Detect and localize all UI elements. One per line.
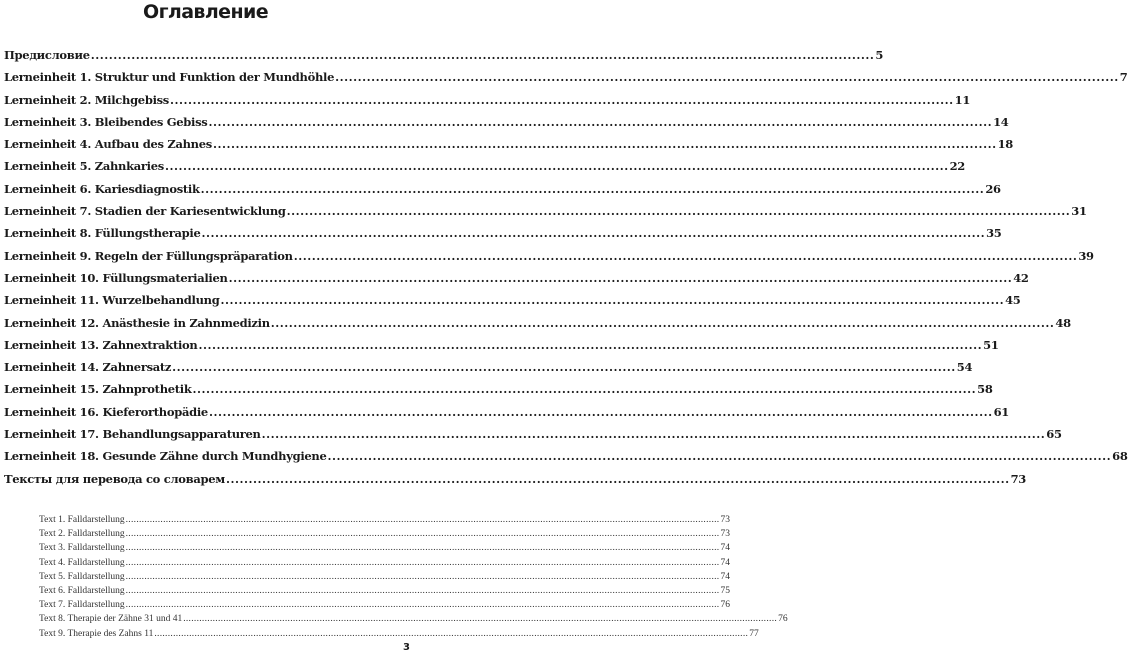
dot-leader xyxy=(170,93,954,107)
page-title: Оглавление xyxy=(143,1,268,23)
dot-leader xyxy=(126,600,720,610)
toc-entry[interactable] xyxy=(4,471,1026,494)
toc-list xyxy=(4,48,1128,494)
toc-entry[interactable] xyxy=(4,48,884,70)
dot-leader xyxy=(208,115,992,129)
toc-entry-label: Lerneinheit 16. Kieferorthopädie xyxy=(4,404,208,419)
toc-entry[interactable] xyxy=(4,382,993,404)
toc-entry-label: Lerneinheit 8. Füllungstherapie xyxy=(4,226,201,241)
toc-entry-page: 61 xyxy=(993,404,1009,419)
dot-leader xyxy=(165,159,949,173)
toc-entry-label: Lerneinheit 15. Zahnprothetik xyxy=(4,382,192,397)
toc-entry[interactable] xyxy=(4,204,1087,226)
dot-leader xyxy=(193,382,977,396)
toc-subentry[interactable] xyxy=(39,543,730,557)
toc-subentry-label: Text 9. Therapie des Zahns 11 xyxy=(39,628,154,639)
toc-entry-label: Lerneinheit 12. Anästhesie in Zahnmedizin xyxy=(4,315,270,330)
toc-entry-label: Lerneinheit 2. Milchgebiss xyxy=(4,92,169,107)
toc-subentry-label: Text 1. Falldarstellung xyxy=(39,515,125,525)
toc-entry-page: 7 xyxy=(1119,70,1128,85)
dot-leader xyxy=(126,558,720,568)
toc-entry-page: 48 xyxy=(1055,315,1071,330)
toc-subentry[interactable] xyxy=(39,571,730,586)
toc-subentry-label: Text 3. Falldarstellung xyxy=(39,543,125,554)
toc-entry[interactable] xyxy=(4,315,1071,338)
dot-leader xyxy=(229,271,1013,285)
toc-entry-page: 73 xyxy=(1010,471,1026,486)
toc-entry-label: Lerneinheit 17. Behandlungsapparaturen xyxy=(4,427,261,442)
toc-entry[interactable] xyxy=(4,360,973,382)
toc-entry-page: 39 xyxy=(1078,248,1094,263)
toc-entry[interactable] xyxy=(4,248,1094,271)
toc-subentry-label: Text 5. Falldarstellung xyxy=(39,571,125,582)
dot-leader xyxy=(209,405,993,419)
dot-leader xyxy=(220,293,1004,307)
toc-entry[interactable] xyxy=(4,92,971,115)
toc-entry-label: Lerneinheit 7. Stadien der Kariesentwicklung xyxy=(4,204,286,219)
toc-entry-page: 5 xyxy=(875,48,884,62)
toc-entry-page: 45 xyxy=(1005,293,1021,308)
toc-subentry-label: Text 7. Falldarstellung xyxy=(39,600,125,611)
toc-entry-label: Тексты для перевода со словарем xyxy=(4,471,225,486)
toc-entry[interactable] xyxy=(4,70,1128,92)
toc-entry[interactable] xyxy=(4,181,1001,204)
toc-entry-page: 14 xyxy=(993,114,1009,129)
toc-entry-page: 35 xyxy=(986,226,1002,241)
toc-entry-label: Lerneinheit 13. Zahnextraktion xyxy=(4,337,198,352)
toc-subentry-page: 77 xyxy=(749,628,759,639)
toc-subentry-page: 73 xyxy=(720,529,730,540)
toc-entry[interactable] xyxy=(4,337,999,360)
dot-leader xyxy=(199,338,983,352)
toc-entry-page: 58 xyxy=(977,382,993,397)
toc-entry-label: Lerneinheit 18. Gesunde Zähne durch Mundhygiene xyxy=(4,449,327,464)
dot-leader xyxy=(126,543,720,553)
toc-entry-label: Предисловие xyxy=(4,48,90,62)
toc-entry-page: 11 xyxy=(954,92,971,107)
toc-subentry[interactable] xyxy=(39,614,788,628)
toc-subentry[interactable] xyxy=(39,600,730,614)
toc-entry[interactable] xyxy=(4,404,1009,427)
toc-subentry-page: 76 xyxy=(778,614,788,625)
dot-leader xyxy=(294,249,1078,263)
toc-entry-label: Lerneinheit 6. Kariesdiagnostik xyxy=(4,181,200,196)
toc-subentry-label: Text 6. Falldarstellung xyxy=(39,585,125,596)
toc-subentry-page: 76 xyxy=(720,600,730,611)
toc-entry[interactable] xyxy=(4,114,1009,137)
toc-subentry[interactable] xyxy=(39,628,759,643)
dot-leader xyxy=(201,182,985,196)
dot-leader xyxy=(126,529,720,539)
toc-entry-page: 42 xyxy=(1013,270,1029,285)
toc-entry-label: Lerneinheit 5. Zahnkaries xyxy=(4,159,164,174)
toc-subentry-page: 74 xyxy=(720,543,730,554)
dot-leader xyxy=(213,137,997,151)
toc-entry-label: Lerneinheit 9. Regeln der Füllungspräparation xyxy=(4,248,293,263)
toc-subentry[interactable] xyxy=(39,529,730,543)
toc-entry[interactable] xyxy=(4,293,1021,315)
toc-entry[interactable] xyxy=(4,270,1029,293)
dot-leader xyxy=(328,449,1112,463)
toc-entry[interactable] xyxy=(4,137,1013,159)
toc-subentry-label: Text 4. Falldarstellung xyxy=(39,557,125,568)
toc-subentry-page: 74 xyxy=(720,557,730,568)
toc-subentry-page: 74 xyxy=(720,571,730,582)
toc-entry-page: 26 xyxy=(985,181,1001,196)
dot-leader xyxy=(126,572,720,582)
toc-entry-label: Lerneinheit 11. Wurzelbehandlung xyxy=(4,293,220,308)
toc-subentry-page: 75 xyxy=(720,585,730,596)
toc-subentry[interactable] xyxy=(39,585,730,600)
toc-subentry-page: 73 xyxy=(720,515,730,525)
toc-entry-page: 18 xyxy=(997,137,1013,152)
toc-entry-page: 31 xyxy=(1071,204,1087,219)
dot-leader xyxy=(91,48,875,62)
toc-subentry[interactable] xyxy=(39,515,730,529)
dot-leader xyxy=(262,427,1046,441)
toc-entry-label: Lerneinheit 4. Aufbau des Zahnes xyxy=(4,137,212,152)
toc-subentry-label: Text 8. Therapie der Zähne 31 und 41 xyxy=(39,614,183,625)
dot-leader xyxy=(126,586,720,596)
dot-leader xyxy=(271,316,1055,330)
toc-entry-label: Lerneinheit 1. Struktur und Funktion der Mundhöhle xyxy=(4,70,335,85)
dot-leader xyxy=(201,226,985,240)
dot-leader xyxy=(335,70,1119,84)
page-number: 3 xyxy=(403,642,410,653)
toc-entry[interactable] xyxy=(4,449,1128,471)
toc-entry-label: Lerneinheit 3. Bleibendes Gebiss xyxy=(4,114,208,129)
dot-leader xyxy=(172,360,956,374)
toc-subentry[interactable] xyxy=(39,557,730,572)
toc-entry[interactable] xyxy=(4,159,965,181)
dot-leader xyxy=(226,472,1010,486)
toc-entry-label: Lerneinheit 14. Zahnersatz xyxy=(4,360,172,375)
toc-subentry-label: Text 2. Falldarstellung xyxy=(39,529,125,540)
toc-entry-page: 51 xyxy=(983,337,999,352)
toc-entry-page: 65 xyxy=(1046,427,1062,442)
dot-leader xyxy=(287,204,1071,218)
toc-entry-label: Lerneinheit 10. Füllungsmaterialien xyxy=(4,270,228,285)
toc-entry-page: 22 xyxy=(949,159,965,174)
toc-entry[interactable] xyxy=(4,427,1062,449)
dot-leader xyxy=(183,614,777,624)
toc-entry[interactable] xyxy=(4,226,1002,248)
toc-entry-page: 54 xyxy=(956,360,973,375)
toc-entry-page: 68 xyxy=(1112,449,1128,464)
toc-sublist xyxy=(39,515,788,643)
dot-leader xyxy=(154,629,748,639)
dot-leader xyxy=(126,515,720,525)
